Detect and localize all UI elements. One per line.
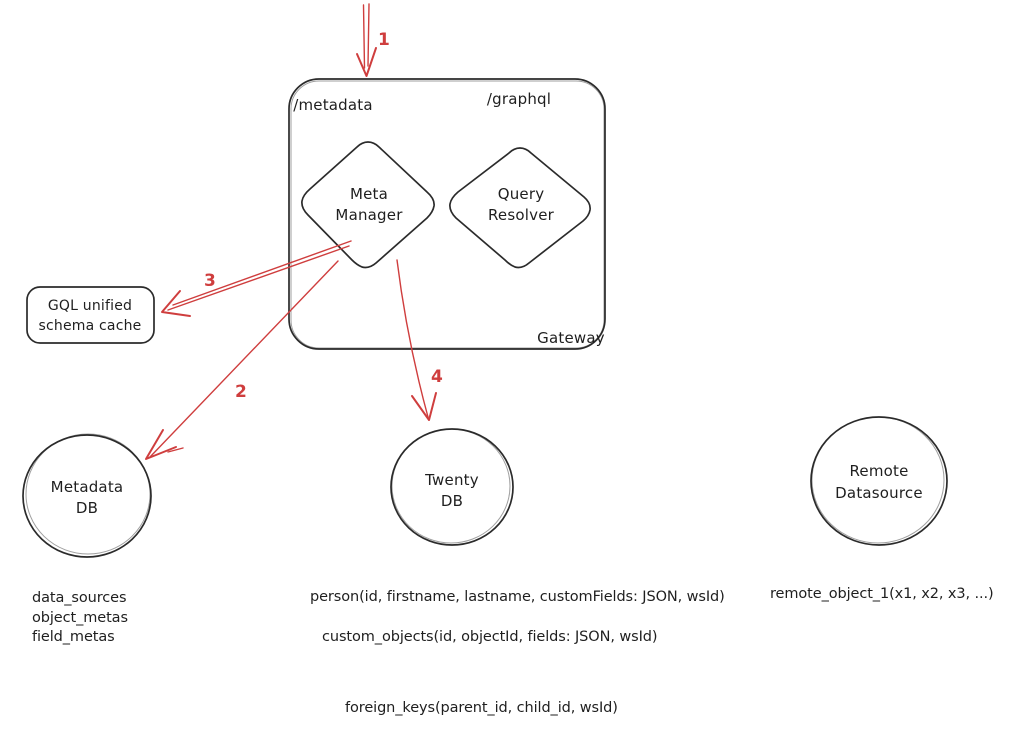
gql-cache-label-line1: GQL unified bbox=[47, 298, 133, 314]
metadata-db-label-line1: Metadata bbox=[50, 478, 124, 496]
gateway-label: Gateway bbox=[537, 329, 605, 347]
gql-schema-cache-outline bbox=[27, 287, 154, 343]
remote-datasource-outline bbox=[811, 417, 947, 545]
metadata-db-tables bbox=[32, 590, 128, 645]
query-resolver-label-line2: Resolver bbox=[487, 206, 555, 224]
flow-step-2: 2 bbox=[235, 382, 247, 402]
remote-datasource-label-line2: Datasource bbox=[835, 484, 923, 502]
arrow-1 bbox=[357, 4, 390, 76]
arrow-4-head bbox=[412, 393, 436, 420]
twenty-db-circle bbox=[391, 429, 513, 545]
metadata-db-circle bbox=[23, 434, 151, 557]
meta-manager-label-line2: Manager bbox=[335, 206, 403, 224]
arrow-1-shaft-b bbox=[368, 4, 369, 66]
arrow-2-shaft bbox=[150, 261, 338, 457]
metadata-table-3: field_metas bbox=[32, 629, 115, 645]
remote-datasource-tables bbox=[770, 586, 994, 602]
flow-step-3: 3 bbox=[204, 271, 216, 291]
twenty-table-custom-objects: custom_objects(id, objectId, fields: JSON, wsId) bbox=[322, 629, 658, 645]
route-graphql-label: /graphql bbox=[486, 90, 552, 108]
meta-manager-label-line1: Meta bbox=[349, 185, 389, 203]
arrow-1-head bbox=[357, 48, 376, 76]
twenty-table-person: person(id, firstname, lastname, customFields: JSON, wsId) bbox=[310, 589, 725, 605]
metadata-table-1: data_sources bbox=[32, 590, 127, 606]
flow-step-1: 1 bbox=[378, 30, 390, 50]
metadata-db-label-line2: DB bbox=[75, 499, 99, 517]
gql-schema-cache-box bbox=[27, 287, 154, 343]
remote-table-1: remote_object_1(x1, x2, x3, ...) bbox=[770, 586, 994, 602]
flow-step-4: 4 bbox=[431, 367, 443, 387]
twenty-db-label-line2: DB bbox=[440, 492, 464, 510]
gql-cache-label-line2: schema cache bbox=[38, 318, 142, 334]
query-resolver-label-line1: Query bbox=[497, 185, 545, 203]
twenty-db-tables bbox=[310, 589, 725, 716]
arrow-1-shaft-a bbox=[364, 5, 365, 68]
twenty-db-label-line1: Twenty bbox=[425, 471, 479, 489]
arrow-2 bbox=[146, 261, 338, 459]
metadata-table-2: object_metas bbox=[32, 610, 128, 626]
route-metadata-label: /metadata bbox=[293, 96, 373, 114]
remote-datasource-label-line1: Remote bbox=[849, 462, 909, 480]
remote-datasource-circle bbox=[811, 417, 947, 545]
twenty-table-foreign-keys: foreign_keys(parent_id, child_id, wsId) bbox=[345, 700, 618, 716]
